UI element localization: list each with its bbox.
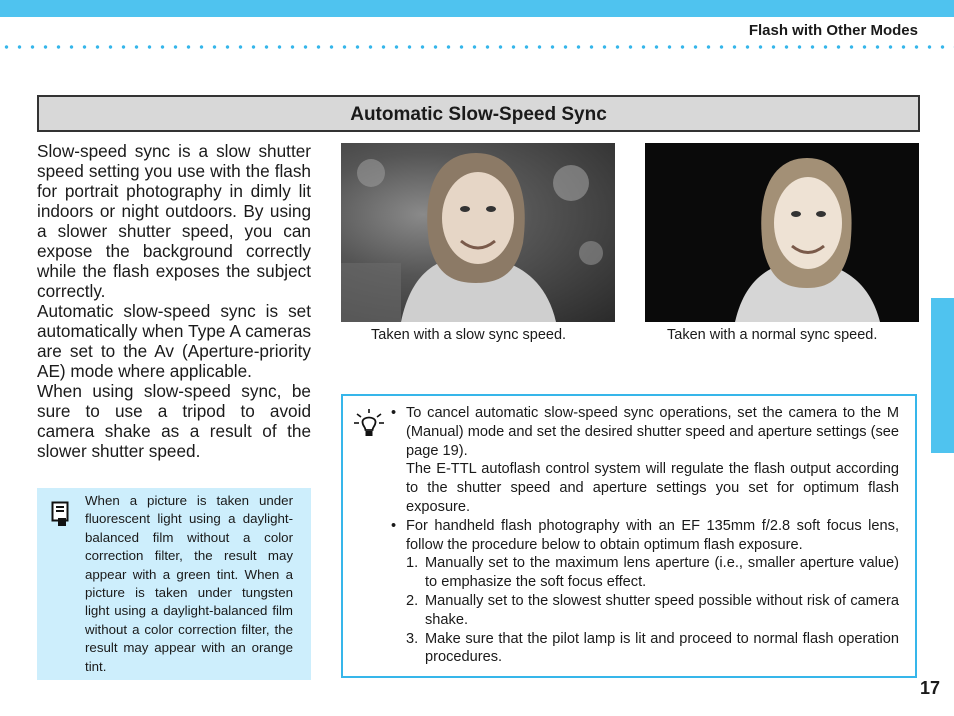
body-text xyxy=(37,141,311,461)
body-paragraph: When using slow-speed sync, be sure to use a tripod to avoid camera shake as a result of the slower shutter speed. xyxy=(37,381,311,461)
running-header: Flash with Other Modes xyxy=(748,22,918,39)
step-text: Manually set to the slowest shutter speed possible without risk of camera shake. xyxy=(425,592,899,628)
tip-continuation: The E-TTL autoflash control system will regulate the flash output according to the shutter speed and aperture settings you set for optimum flash exposure. xyxy=(406,461,899,515)
chapter-tab xyxy=(931,298,954,453)
step-text: Make sure that the pilot lamp is lit and proceed to normal flash operation procedures. xyxy=(425,630,899,666)
dotted-divider xyxy=(0,45,954,49)
bullet-mark: • xyxy=(391,517,397,534)
note-text: When a picture is taken under fluorescent light using a daylight-balanced film without a color correction filter, the result may appear with a green tint. When a picture is taken under tungsten light using a daylight-balanced film without a color correction filter, the result may appear with an orange tint. xyxy=(85,493,293,674)
photo-caption: Taken with a normal sync speed. xyxy=(667,327,878,343)
tip-text: For handheld flash photography with an EF 135mm f/2.8 soft focus lens, follow the procedure below to obtain optimum flash exposure. xyxy=(406,517,899,553)
tips-box xyxy=(341,394,917,678)
page-number: 17 xyxy=(920,678,941,698)
photo-normal-sync xyxy=(645,143,919,322)
body-paragraph: Automatic slow-speed sync is set automatically when Type A cameras are set to the Av (Aperture-priority AE) mode where applicable. xyxy=(37,301,311,381)
top-color-band xyxy=(0,0,954,17)
step-item xyxy=(391,592,899,630)
step-item xyxy=(391,554,899,592)
step-number: 1. xyxy=(406,555,419,572)
lightbulb-icon xyxy=(353,408,385,443)
photo-slow-sync xyxy=(341,143,615,322)
memo-icon xyxy=(51,501,69,532)
step-text: Manually set to the maximum lens aperture (i.e., smaller aperture value) to emphasize the soft focus effect. xyxy=(425,555,899,591)
step-number: 2. xyxy=(406,592,419,609)
tip-bullet xyxy=(391,517,899,555)
bullet-mark: • xyxy=(391,405,397,421)
tip-bullet xyxy=(391,404,899,460)
tip-text: To cancel automatic slow-speed sync operations, set the camera to the M (Manual) mode and set the desired shutter speed and aperture settings (see page 19). xyxy=(406,405,899,459)
tips-content xyxy=(391,404,899,667)
body-paragraph: Slow-speed sync is a slow shutter speed setting you use with the flash for portrait photography in dimly lit indoors or night outdoors. By using a slower shutter speed, you can expose the background correctly while the flash exposes the subject correctly. xyxy=(37,141,311,301)
section-heading-bar xyxy=(37,95,920,132)
section-title: Automatic Slow-Speed Sync xyxy=(350,104,607,125)
step-number: 3. xyxy=(406,630,419,647)
step-item xyxy=(391,630,899,668)
note-box xyxy=(37,488,311,680)
photo-caption: Taken with a slow sync speed. xyxy=(371,327,567,343)
